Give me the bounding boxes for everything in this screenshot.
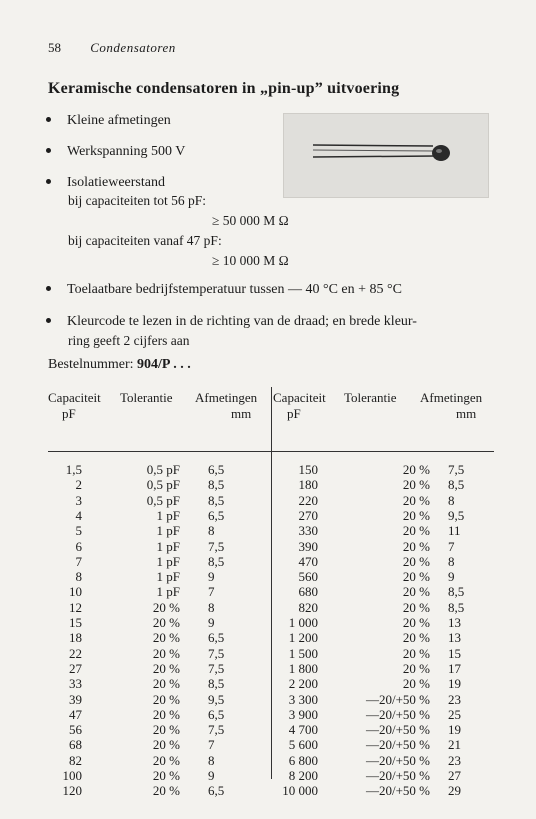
bullet-text: Isolatieweerstand	[67, 175, 165, 190]
table-cell-left-dimensions: 8,5	[208, 553, 225, 569]
table-cell-right-tolerance: —20/+50 %	[365, 752, 430, 768]
table-cell-right-dimensions: 9,5	[448, 507, 465, 523]
table-cell-left-capacity: 2	[75, 477, 82, 493]
table-cell-left-dimensions: 7,5	[208, 538, 225, 554]
table-cell-left-capacity: 18	[69, 630, 82, 646]
table-cell-right-capacity: 560	[298, 569, 318, 585]
table-cell-right-capacity: 680	[298, 584, 318, 600]
bullet-dot	[46, 148, 51, 153]
table-cell-right-dimensions: 8,5	[448, 477, 465, 493]
table-cell-right-tolerance: —20/+50 %	[365, 706, 430, 722]
bullet-text: Kleine afmetingen	[67, 113, 171, 128]
table-cell-right-tolerance: —20/+50 %	[365, 783, 430, 799]
table-cell-right-capacity: 8 200	[288, 768, 318, 783]
table-cell-right-dimensions: 15	[448, 645, 461, 661]
table-cell-right-tolerance: —20/+50 %	[365, 768, 430, 783]
table-cell-left-capacity: 7	[75, 553, 82, 569]
table-cell-left-capacity: 3	[75, 492, 82, 508]
capacitor-photo	[283, 113, 489, 198]
table-cell-right-capacity: 1 000	[288, 615, 318, 630]
insulation-value-1: ≥ 50 000 M Ω	[212, 213, 289, 228]
table-cell-right-capacity: 470	[298, 553, 318, 569]
table-cell-left-tolerance: 1 pF	[156, 584, 180, 600]
table-cell-right-tolerance: 20 %	[402, 477, 430, 493]
table-cell-right-tolerance: 20 %	[402, 462, 430, 477]
table-cell-left-dimensions: 8,5	[208, 477, 225, 493]
table-cell-left-capacity: 120	[62, 783, 82, 799]
table-cell-left-tolerance: 20 %	[152, 722, 180, 738]
col-header-tolerance-right: Tolerantie	[344, 390, 397, 405]
table-cell-left-dimensions: 8,5	[208, 676, 225, 692]
table-cell-left-capacity: 33	[69, 676, 82, 692]
table-cell-right-dimensions: 27	[448, 768, 461, 783]
table-cell-right-tolerance: 20 %	[402, 569, 430, 585]
table-cell-right-dimensions: 8,5	[448, 584, 465, 600]
table-cell-right-capacity: 180	[298, 477, 318, 493]
table-cell-right-capacity: 1 500	[288, 645, 318, 661]
table-cell-left-tolerance: 20 %	[152, 645, 180, 661]
table-cell-right-dimensions: 13	[448, 630, 461, 646]
col-header-capacity-right: Capaciteit	[273, 390, 326, 405]
table-cell-right-tolerance: —20/+50 %	[365, 722, 430, 738]
table-cell-left-tolerance: 0,5 pF	[146, 492, 180, 508]
table-cell-left-capacity: 4	[75, 507, 82, 523]
table-cell-right-tolerance: 20 %	[402, 523, 430, 539]
bullet-dot	[46, 286, 51, 291]
table-cell-left-capacity: 1,5	[65, 462, 82, 477]
table-divider-vertical	[271, 387, 272, 779]
table-cell-left-tolerance: 20 %	[152, 691, 180, 707]
table-cell-left-tolerance: 20 %	[152, 783, 180, 799]
table-cell-right-dimensions: 21	[448, 737, 461, 753]
table-cell-right-capacity: 1 800	[288, 660, 318, 676]
running-header	[48, 40, 176, 56]
table-cell-right-tolerance: 20 %	[402, 676, 430, 692]
table-cell-left-tolerance: 20 %	[152, 676, 180, 692]
order-label: Bestelnummer:	[48, 357, 134, 372]
table-cell-left-capacity: 56	[69, 722, 82, 738]
table-cell-right-capacity: 3 300	[288, 691, 318, 707]
table-cell-right-capacity: 150	[298, 462, 318, 477]
table-cell-left-tolerance: 20 %	[152, 599, 180, 615]
col-unit-capacity-right: pF	[287, 406, 301, 421]
table-cell-left-tolerance: 1 pF	[156, 569, 180, 585]
order-number	[48, 357, 191, 373]
table-cell-right-capacity: 3 900	[288, 706, 318, 722]
table-cell-right-tolerance: 20 %	[402, 630, 430, 646]
table-cell-left-tolerance: 1 pF	[156, 523, 180, 539]
table-cell-left-capacity: 8	[75, 569, 82, 585]
table-cell-left-tolerance: 20 %	[152, 660, 180, 676]
table-cell-right-tolerance: 20 %	[402, 553, 430, 569]
table-cell-right-capacity: 6 800	[288, 752, 318, 768]
bullet-dot	[46, 179, 51, 184]
bullet-insulation	[46, 175, 165, 191]
table-cell-left-dimensions: 9,5	[208, 691, 225, 707]
table-cell-right-tolerance: 20 %	[402, 538, 430, 554]
table-cell-right-capacity: 2 200	[288, 676, 318, 692]
table-cell-right-dimensions: 23	[448, 752, 461, 768]
table-cell-left-capacity: 68	[69, 737, 82, 753]
table-cell-right-dimensions: 11	[448, 523, 461, 539]
table-cell-left-capacity: 82	[69, 752, 82, 768]
table-cell-left-tolerance: 20 %	[152, 615, 180, 630]
table-cell-left-dimensions: 8	[208, 599, 215, 615]
bullet-temperature	[46, 282, 402, 298]
table-cell-right-tolerance: 20 %	[402, 584, 430, 600]
table-cell-left-tolerance: 1 pF	[156, 553, 180, 569]
table-cell-left-dimensions: 9	[208, 569, 215, 585]
table-cell-left-tolerance: 20 %	[152, 768, 180, 783]
table-cell-left-tolerance: 0,5 pF	[146, 477, 180, 493]
table-cell-left-dimensions: 6,5	[208, 462, 225, 477]
table-cell-right-dimensions: 7,5	[448, 462, 465, 477]
table-cell-right-capacity: 220	[298, 492, 318, 508]
table-cell-left-dimensions: 7	[208, 584, 215, 600]
table-cell-left-capacity: 10	[69, 584, 82, 600]
table-cell-left-capacity: 22	[69, 645, 82, 661]
table-cell-right-tolerance: 20 %	[402, 645, 430, 661]
table-cell-left-tolerance: 20 %	[152, 737, 180, 753]
table-cell-left-dimensions: 6,5	[208, 630, 225, 646]
table-cell-left-dimensions: 8,5	[208, 492, 225, 508]
bullet-text: Kleurcode te lezen in de richting van de draad; en brede kleur-	[67, 314, 417, 329]
table-cell-left-tolerance: 20 %	[152, 630, 180, 646]
table-cell-left-dimensions: 7,5	[208, 722, 225, 738]
table-cell-right-dimensions: 9	[448, 569, 455, 585]
col-header-dimensions-left: Afmetingen	[195, 390, 258, 405]
insulation-value-2: ≥ 10 000 M Ω	[212, 253, 289, 268]
table-cell-left-capacity: 5	[75, 523, 82, 539]
table-cell-left-tolerance: 1 pF	[156, 538, 180, 554]
table-cell-right-dimensions: 13	[448, 615, 461, 630]
table-divider-horizontal	[48, 451, 494, 452]
table-cell-left-capacity: 27	[69, 660, 82, 676]
table-cell-left-capacity: 47	[69, 706, 82, 722]
bullet-small-size	[46, 113, 171, 129]
insulation-line-1: bij capaciteiten tot 56 pF:	[68, 193, 206, 208]
bullet-dot	[46, 318, 51, 323]
table-cell-right-capacity: 5 600	[288, 737, 318, 753]
table-cell-right-tolerance: 20 %	[402, 599, 430, 615]
table-cell-left-capacity: 100	[62, 768, 82, 783]
table-cell-left-dimensions: 6,5	[208, 783, 225, 799]
table-cell-right-capacity: 330	[298, 523, 318, 539]
table-cell-left-tolerance: 20 %	[152, 706, 180, 722]
section-title: Keramische condensatoren in „pin-up” uitvoering	[48, 80, 400, 97]
table-cell-left-capacity: 39	[69, 691, 82, 707]
table-cell-right-tolerance: —20/+50 %	[365, 737, 430, 753]
table-cell-left-dimensions: 8	[208, 523, 215, 539]
table-cell-left-dimensions: 9	[208, 615, 215, 630]
table-cell-right-capacity: 820	[298, 599, 318, 615]
table-cell-right-dimensions: 19	[448, 676, 461, 692]
bullet-text: Toelaatbare bedrijfstemperatuur tussen — 40 °C en + 85 °C	[67, 282, 402, 297]
table-cell-right-dimensions: 7	[448, 538, 455, 554]
table-cell-right-tolerance: 20 %	[402, 492, 430, 508]
table-cell-right-capacity: 10 000	[282, 783, 318, 799]
table-cell-right-dimensions: 25	[448, 706, 461, 722]
table-cell-left-dimensions: 7,5	[208, 645, 225, 661]
insulation-line-2: bij capaciteiten vanaf 47 pF:	[68, 233, 222, 248]
col-unit-capacity-left: pF	[62, 406, 76, 421]
table-cell-left-tolerance: 0,5 pF	[146, 462, 180, 477]
col-unit-dimensions-right: mm	[456, 406, 477, 421]
table-cell-right-tolerance: 20 %	[402, 660, 430, 676]
table-cell-left-tolerance: 20 %	[152, 752, 180, 768]
table-cell-right-capacity: 1 200	[288, 630, 318, 646]
table-cell-right-tolerance: 20 %	[402, 615, 430, 630]
running-title: Condensatoren	[90, 40, 176, 55]
table-cell-left-dimensions: 6,5	[208, 706, 225, 722]
page-number: 58	[48, 40, 61, 55]
table-cell-left-dimensions: 7	[208, 737, 215, 753]
table-cell-right-tolerance: —20/+50 %	[365, 691, 430, 707]
table-cell-left-dimensions: 6,5	[208, 507, 225, 523]
table-cell-right-dimensions: 8	[448, 553, 455, 569]
table-cell-right-dimensions: 29	[448, 783, 461, 799]
table-cell-right-capacity: 390	[298, 538, 318, 554]
table-cell-right-dimensions: 8,5	[448, 599, 465, 615]
order-value: 904/P . . .	[137, 357, 191, 372]
col-unit-dimensions-left: mm	[231, 406, 252, 421]
colour-code-line-2: ring geeft 2 cijfers aan	[68, 333, 190, 348]
table-cell-right-capacity: 4 700	[288, 722, 318, 738]
table-cell-right-dimensions: 8	[448, 492, 455, 508]
table-cell-right-dimensions: 19	[448, 722, 461, 738]
table-cell-right-tolerance: 20 %	[402, 507, 430, 523]
table-cell-left-capacity: 15	[69, 615, 82, 630]
col-header-capacity-left: Capaciteit	[48, 390, 101, 405]
table-cell-right-dimensions: 17	[448, 660, 461, 676]
table-cell-left-dimensions: 8	[208, 752, 215, 768]
bullet-dot	[46, 117, 51, 122]
table-cell-right-dimensions: 23	[448, 691, 461, 707]
table-cell-left-tolerance: 1 pF	[156, 507, 180, 523]
col-header-tolerance-left: Tolerantie	[120, 390, 173, 405]
table-cell-right-capacity: 270	[298, 507, 318, 523]
table-cell-left-capacity: 12	[69, 599, 82, 615]
table-cell-left-dimensions: 7,5	[208, 660, 225, 676]
bullet-text: Werkspanning 500 V	[67, 144, 186, 159]
bullet-colour-code	[46, 314, 417, 330]
col-header-dimensions-right: Afmetingen	[420, 390, 483, 405]
table-cell-left-capacity: 6	[75, 538, 82, 554]
table-cell-left-dimensions: 9	[208, 768, 215, 783]
bullet-working-voltage	[46, 144, 185, 160]
